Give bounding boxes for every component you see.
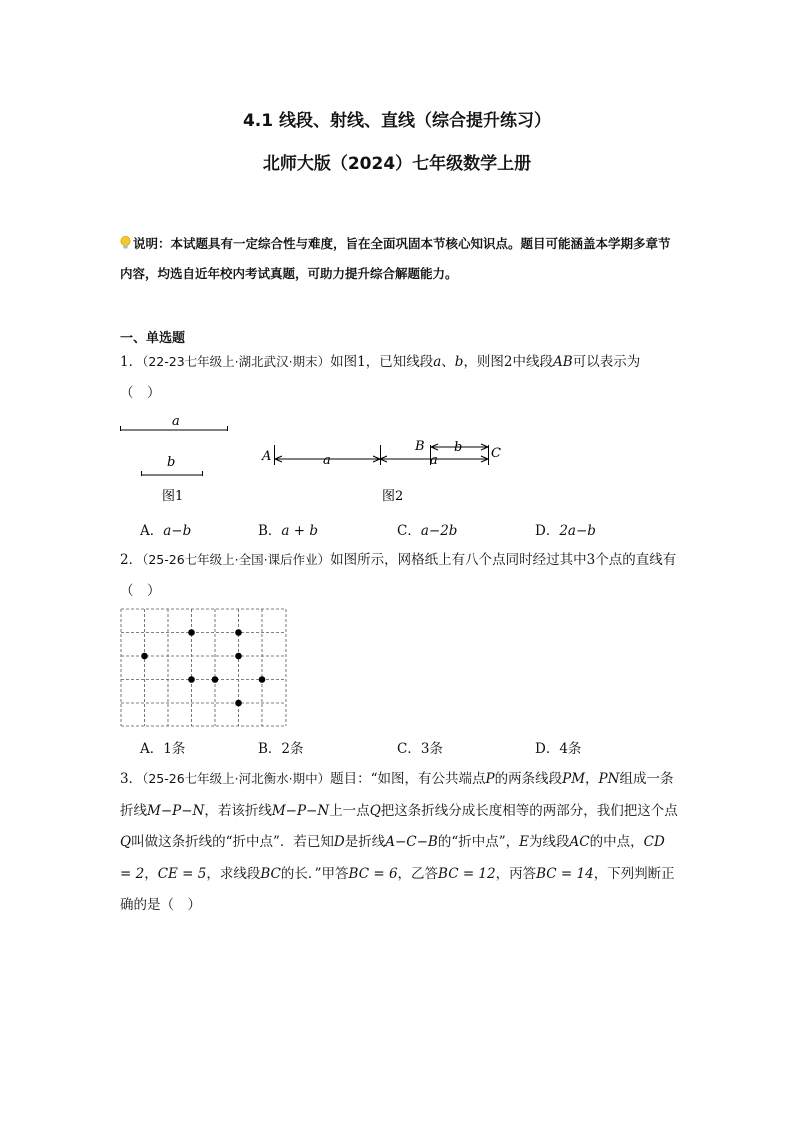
q3-source: （25-26七年级上·河北衡水·期中） — [142, 771, 331, 786]
option-letter: D． — [535, 741, 560, 757]
option-value: a−2b — [420, 523, 458, 539]
q3-text: 题目：“如图，有公共端点 — [330, 771, 486, 787]
fig2-label-A: A — [262, 449, 272, 464]
q3-math: Q — [369, 802, 381, 819]
q3-number: 3． — [120, 771, 143, 787]
option-letter: A． — [140, 523, 164, 539]
q3-math: PN — [598, 771, 620, 787]
question-1 — [120, 346, 680, 409]
option-value: a−b — [163, 523, 192, 539]
fig1-label-a: a — [172, 414, 180, 429]
q1-option-b[interactable] — [258, 519, 318, 539]
question-2 — [120, 544, 680, 607]
option-value: a + b — [281, 523, 319, 539]
fig1-label-b: b — [167, 455, 176, 470]
q3-math: M−P−N — [271, 802, 330, 819]
note-text: 说明：本试题具有一定综合性与难度，旨在全面巩固本节核心知识点。题目可能涵盖本学期多章节内容，均选自近年校内考试真题，可助力提升综合解题能力。 — [120, 236, 671, 281]
q3-math: M−P−N — [147, 802, 205, 819]
grid-point — [259, 676, 266, 683]
q3-math: AC — [569, 834, 590, 850]
q3-text: ，丙答 — [495, 865, 537, 882]
q3-text: ，下列判断正确的是（ ） — [120, 865, 675, 913]
option-letter: B． — [258, 741, 282, 757]
option-value: 1条 — [163, 741, 186, 757]
q1-source: （22-23七年级上·湖北武汉·期末） — [142, 354, 331, 369]
option-value: 2a−b — [559, 523, 596, 539]
grid-point — [235, 700, 242, 707]
q3-text: 组成一条折线 — [120, 771, 674, 819]
q1-var-ab: AB — [553, 354, 573, 370]
q1-var-a: a — [433, 354, 442, 370]
q3-text: ， — [144, 865, 158, 882]
q3-math: E — [519, 834, 530, 850]
fig2-seg1-label: a — [323, 453, 331, 468]
option-letter: A． — [140, 741, 164, 757]
fig2-seg2-label: a — [430, 453, 438, 468]
q3-text: 把这条折线分成长度相等的两部分，我们把这个点 — [380, 802, 678, 819]
grid-point — [235, 629, 242, 636]
q1-option-a[interactable] — [140, 519, 191, 539]
q3-text: ，若该折线 — [204, 802, 272, 819]
q1-option-d[interactable] — [535, 519, 596, 539]
q3-math: CD = 2 — [120, 834, 665, 882]
question-3 — [120, 763, 680, 922]
q3-math: PM — [562, 771, 586, 787]
q3-text: 的“折中点”， — [437, 834, 520, 850]
q3-text: 叫做这条折线的“折中点”．若已知 — [131, 834, 334, 850]
q3-text: 为线段 — [529, 834, 570, 850]
q2-grid-figure — [118, 606, 290, 730]
q3-text: ，求线段 — [206, 865, 261, 882]
q3-text: 是折线 — [344, 834, 386, 850]
lightbulb-icon — [120, 231, 131, 245]
fig2-caption: 图2 — [382, 489, 404, 504]
q2-option-d[interactable] — [535, 737, 581, 757]
q1-text: ，则图2中线段 — [463, 354, 554, 370]
option-value: 3条 — [420, 741, 443, 757]
option-letter: C． — [397, 741, 421, 757]
grid-point — [188, 629, 195, 636]
q3-text: 的长．”甲答 — [280, 865, 349, 882]
q1-text: 如图1，已知线段 — [330, 354, 434, 370]
q3-text: 的两条线段 — [494, 771, 563, 787]
instruction-note — [120, 229, 680, 289]
q1-var-b: b — [454, 354, 464, 370]
q3-math: P — [485, 771, 495, 787]
figure-1 — [120, 414, 228, 504]
page-title: 4.1 线段、射线、直线（综合提升练习） — [242, 111, 552, 131]
q3-text: ， — [585, 771, 599, 787]
q3-text: 上一点 — [329, 802, 370, 819]
section-title: 一、单选题 — [120, 331, 186, 346]
q1-answer-paren: （ ） — [120, 385, 161, 401]
q3-math: BC — [260, 865, 281, 882]
grid-point — [188, 676, 195, 683]
q3-math: BC = 12 — [438, 865, 496, 882]
q2-number: 2． — [120, 552, 143, 568]
grid-point — [235, 653, 242, 660]
q3-text: 的中点， — [589, 834, 644, 850]
q2-option-a[interactable] — [140, 737, 185, 757]
q3-math: Q — [120, 834, 132, 850]
grid-point — [141, 653, 148, 660]
q1-sep: 、 — [441, 354, 455, 370]
page-subtitle: 北师大版（2024）七年级数学上册 — [262, 154, 532, 174]
fig2-label-B: B — [415, 439, 425, 454]
q3-math: CE = 5 — [157, 865, 207, 882]
q3-text: ，乙答 — [397, 865, 439, 882]
fig2-label-C: C — [491, 446, 501, 461]
q1-figures — [110, 408, 530, 508]
option-letter: D． — [535, 523, 560, 539]
q1-text: 可以表示为 — [572, 354, 641, 370]
q2-text: 如图所示，网格纸上有八个点同时经过其中3个点的直线有（ ） — [120, 552, 677, 599]
q3-math: BC = 14 — [536, 865, 594, 882]
q3-math: A−C−B — [385, 834, 438, 850]
q3-math: D — [333, 834, 345, 850]
q1-option-c[interactable] — [397, 519, 457, 539]
figure-2 — [261, 439, 501, 504]
fig1-caption: 图1 — [162, 489, 184, 504]
option-letter: C． — [397, 523, 421, 539]
option-letter: B． — [258, 523, 282, 539]
fig2-segb-label: b — [454, 440, 463, 455]
q2-option-c[interactable] — [397, 737, 443, 757]
option-value: 4条 — [559, 741, 582, 757]
q3-math: BC = 6 — [348, 865, 398, 882]
option-value: 2条 — [281, 741, 304, 757]
grid-point — [212, 676, 219, 683]
q2-source: （25-26七年级上·全国·课后作业） — [142, 552, 331, 567]
q2-option-b[interactable] — [258, 737, 304, 757]
q1-number: 1． — [120, 354, 143, 370]
